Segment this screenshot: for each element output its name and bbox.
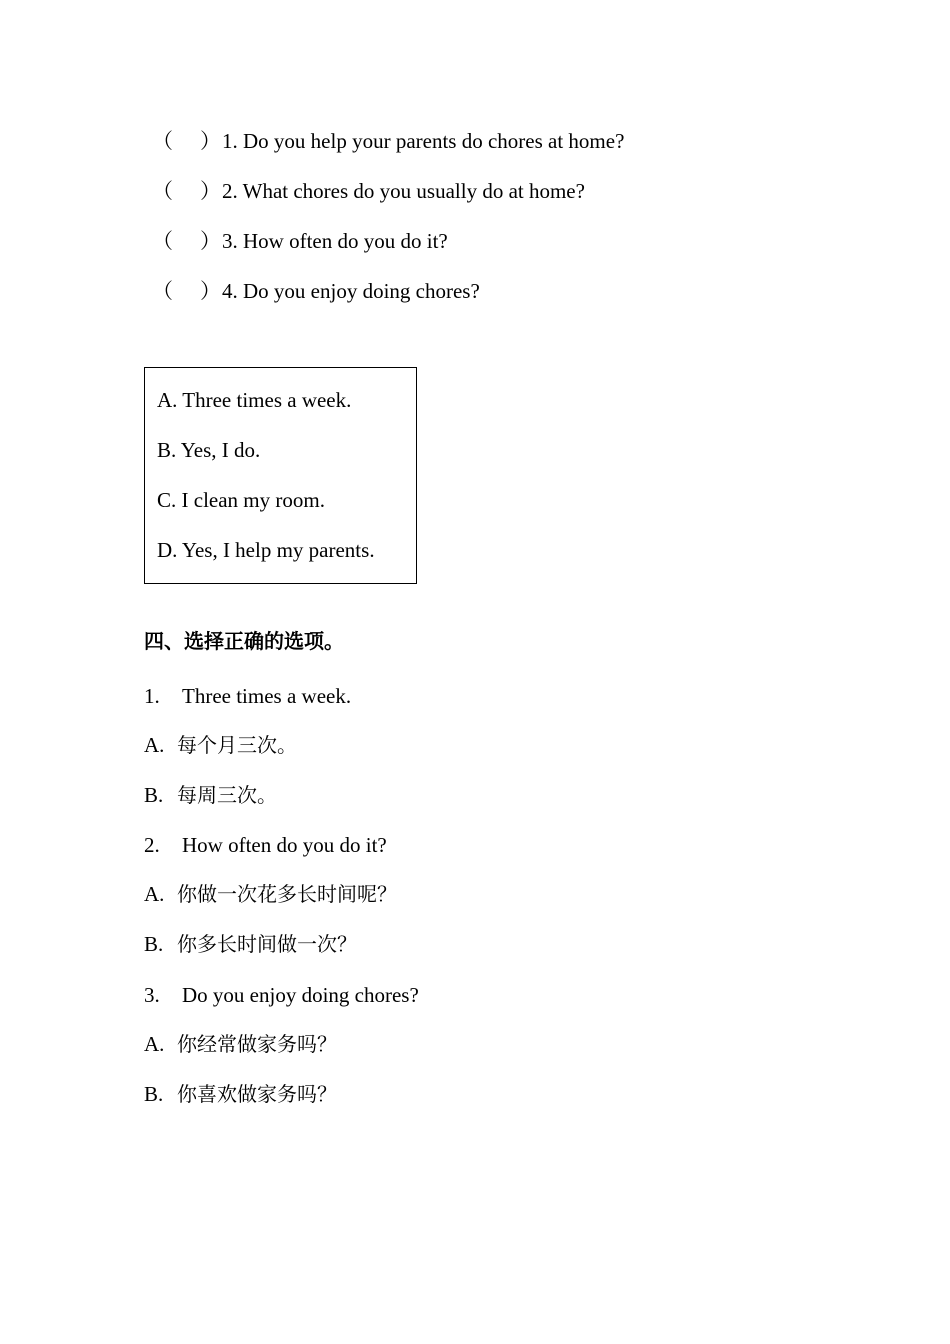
choice-text: 你多长时间做一次？ — [177, 932, 357, 956]
choice-1a[interactable] — [144, 730, 297, 760]
question-number: 2. — [144, 833, 160, 857]
choice-text: 你喜欢做家务吗？ — [177, 1082, 337, 1106]
question-text: 3. How often do you do it? — [222, 229, 448, 253]
answer-options-box — [144, 367, 417, 584]
question-text: Three times a week. — [182, 684, 352, 708]
choice-letter: A. — [144, 1032, 165, 1056]
choice-letter: B. — [144, 932, 164, 956]
answer-blank[interactable]: （ ） — [152, 279, 221, 303]
matching-question-4 — [152, 276, 480, 306]
question-text: How often do you do it? — [182, 833, 387, 857]
choice-1b[interactable] — [144, 780, 277, 810]
choice-text: 你经常做家务吗？ — [177, 1032, 337, 1056]
choice-text: 你做一次花多长时间呢？ — [177, 882, 397, 906]
section-title: 四、选择正确的选项。 — [144, 629, 344, 653]
question-number: 3. — [144, 983, 160, 1007]
answer-blank[interactable]: （ ） — [152, 229, 221, 253]
option-b: B. Yes, I do. — [157, 438, 261, 462]
matching-question-3 — [152, 226, 448, 256]
answer-blank[interactable]: （ ） — [152, 129, 221, 153]
question-text: 2. What chores do you usually do at home? — [222, 179, 585, 203]
choice-text: 每周三次。 — [177, 783, 277, 807]
answer-blank[interactable]: （ ） — [152, 179, 221, 203]
question-text: 4. Do you enjoy doing chores? — [222, 279, 480, 303]
choice-letter: A. — [144, 882, 165, 906]
question-1 — [144, 681, 351, 711]
choice-3b[interactable] — [144, 1079, 337, 1109]
question-number: 1. — [144, 684, 160, 708]
choice-text: 每个月三次。 — [177, 733, 297, 757]
option-c: C. I clean my room. — [157, 488, 325, 512]
question-3 — [144, 980, 419, 1010]
choice-2b[interactable] — [144, 929, 357, 959]
question-text: Do you enjoy doing chores? — [182, 983, 419, 1007]
choice-letter: A. — [144, 733, 165, 757]
question-2 — [144, 830, 387, 860]
choice-letter: B. — [144, 1082, 164, 1106]
matching-question-2 — [152, 176, 585, 206]
option-d: D. Yes, I help my parents. — [157, 538, 375, 562]
choice-2a[interactable] — [144, 879, 397, 909]
question-text: 1. Do you help your parents do chores at home? — [222, 129, 625, 153]
option-a: A. Three times a week. — [157, 388, 352, 412]
choice-3a[interactable] — [144, 1029, 337, 1059]
matching-question-1 — [152, 126, 624, 156]
choice-letter: B. — [144, 783, 164, 807]
